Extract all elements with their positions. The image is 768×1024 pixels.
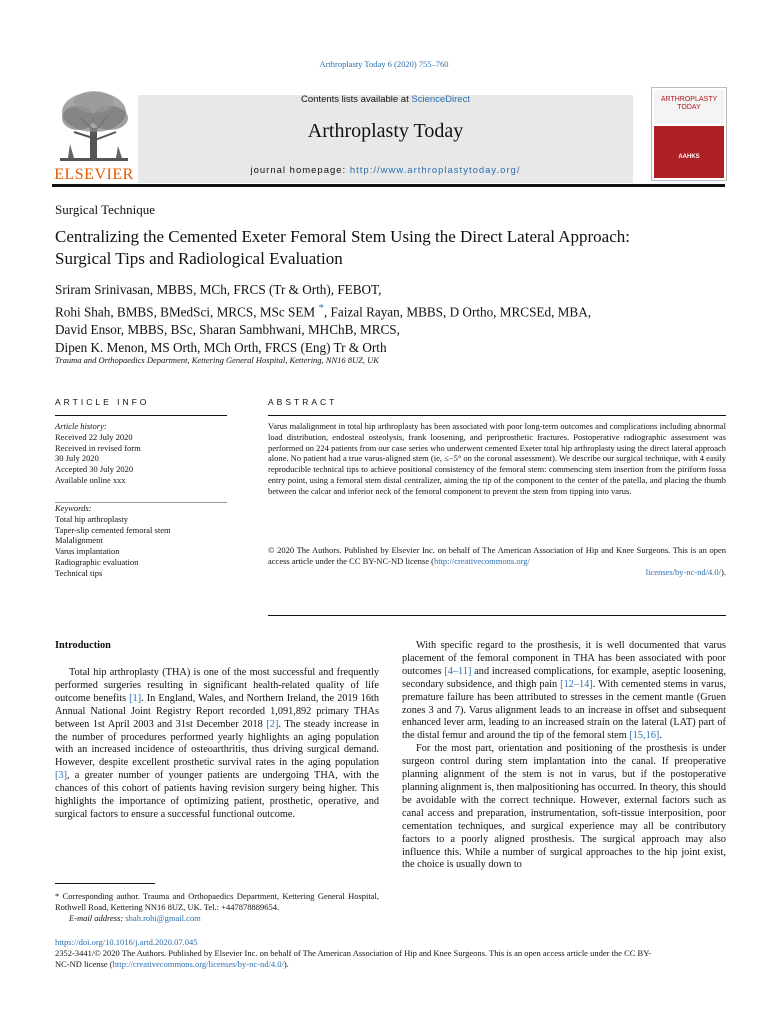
author-line-2 xyxy=(55,299,695,321)
citation-link[interactable]: [2] xyxy=(266,718,279,730)
journal-cover-thumbnail[interactable] xyxy=(651,87,727,181)
intro-paragraph-2 xyxy=(402,640,726,743)
history-label: Article history: xyxy=(55,421,107,431)
affiliation: Trauma and Orthopaedics Department, Kettering General Hospital, Kettering, NN16 8UZ, UK xyxy=(55,355,379,365)
elsevier-tree-icon xyxy=(52,88,136,166)
body-text: and increased complications, for example, aseptic loosening, secondary subsidence, and thigh pain xyxy=(402,665,726,690)
license-link[interactable]: http://creativecommons.org/ xyxy=(433,555,530,566)
article-info-rule xyxy=(55,415,227,416)
footnote-rule xyxy=(55,883,155,884)
corresponding-author-footnote xyxy=(55,891,379,923)
history-item: Accepted 30 July 2020 xyxy=(55,464,134,475)
article-history xyxy=(55,421,227,486)
keyword-item: Malalignment xyxy=(55,535,103,546)
license-line-end xyxy=(268,567,726,578)
citation-link[interactable]: [1] xyxy=(129,692,142,704)
journal-title: Arthroplasty Today xyxy=(307,120,464,142)
cover-title-line1: ARTHROPLASTY xyxy=(660,96,718,103)
article-info-heading: ARTICLE INFO xyxy=(55,397,150,407)
abstract-bottom-rule xyxy=(268,615,726,616)
keyword-item: Radiographic evaluation xyxy=(55,556,139,567)
keyword-item: Taper-slip cemented femoral stem xyxy=(55,524,171,535)
paper-title: Centralizing the Cemented Exeter Femoral Stem Using the Direct Lateral Approach: Surgical Tips and Radiological Evaluation xyxy=(55,227,630,268)
citation-link[interactable]: [3] xyxy=(55,770,68,782)
abstract-heading: ABSTRACT xyxy=(268,397,338,407)
citation-link[interactable]: [4–11] xyxy=(444,665,472,677)
history-item: 30 July 2020 xyxy=(55,453,99,464)
doi-link[interactable]: https://doi.org/10.1016/j.artd.2020.07.045 xyxy=(55,937,198,947)
body-text: With specific regard to the prosthesis, it is well documented that varus placement of the femoral component in THA has been associated with poor outcomes xyxy=(402,640,726,677)
copyright-text: © 2020 The Authors. Published by Elsevier Inc. on behalf of The American Association of Hip and Knee Surgeons. This is an open access article under the CC BY-NC-ND license ( xyxy=(268,545,726,566)
history-item: Available online xxx xyxy=(55,474,126,485)
author-line-4: Dipen K. Menon, MS Orth, MCh Orth, FRCS (Eng) Tr & Orth xyxy=(55,340,387,356)
license-suffix: ). xyxy=(283,958,289,969)
introduction-heading: Introduction xyxy=(55,640,111,651)
body-text: , a greater number of younger patients are undergoing THA, with the chances of this cohort of patients having revision surgery being higher. This highlights the importance of optimizing patient, prosthetic, operative, and surgical factors to ensure a successful functional outcome. xyxy=(55,770,379,820)
author-line-1: Sriram Srinivasan, MBBS, MCh, FRCS (Tr & Orth), FEBOT, xyxy=(55,282,382,297)
intro-right-column xyxy=(402,640,726,872)
abstract-rule xyxy=(268,415,726,416)
abstract-text: Varus malalignment in total hip arthroplasty has been associated with poor long-term outcomes and complications including abnormal load distribution, endosteal osteolysis, frank loosening, and periprosthetic fractures. Postoperative radiographic assessment was performed on 224 patients from our case series who underwent cemented Exeter total hip arthroplasty using the direct lateral approach alone. No patient had a true varus-aligned stem (ie, ≤−5° on the coronal assessment). We describe our surgical technique, with 4 easily reproducible technical tips to achieve positional consistency of the femoral stem: commencing stem insertion from the piriform fossa entry point, using a femoral stem distal centralizer, aiming the tip of the component to the center of the patella, and placing the thumb between the calcar and inferior neck of the femoral component to prevent the stem from tipping into varus. xyxy=(268,421,726,496)
journal-reference[interactable]: Arthroplasty Today 6 (2020) 755–760 xyxy=(319,59,449,69)
cover-title-line2: TODAY xyxy=(677,104,701,111)
email-label: E-mail address: xyxy=(69,912,126,923)
license-line xyxy=(55,959,727,970)
intro-paragraph-1 xyxy=(55,667,379,822)
keyword-item: Total hip arthroplasty xyxy=(55,513,129,524)
author-rohi-shah: Rohi Shah, BMBS, BMedSci, MRCS, MSc SEM xyxy=(55,304,316,320)
citation-link[interactable]: [12–14] xyxy=(560,678,593,690)
license-close: ). xyxy=(721,566,726,577)
footnote-text: * Corresponding author. Trauma and Orthopaedics Department, Kettering General Hospital, Rothwell Road, Kettering NN16 8UZ, UK. Tel.: +447878889654. xyxy=(55,891,379,912)
bottom-license-link[interactable]: http://creativecommons.org/licenses/by-nc-nd/4.0/ xyxy=(112,958,284,969)
intro-left-column xyxy=(55,667,379,822)
contents-line xyxy=(138,94,633,105)
body-text: . xyxy=(659,730,662,742)
journal-homepage xyxy=(138,165,633,176)
body-text: Total hip arthroplasty (THA) is one of the most successful and frequently performed surgeries resulting in significant health-related quality of life outcome benefits xyxy=(55,667,379,704)
author-list xyxy=(55,281,695,357)
corresponding-author-marker[interactable]: * xyxy=(318,302,324,314)
sciencedirect-link[interactable]: ScienceDirect xyxy=(411,94,470,105)
body-text: . The steady increase in the number of procedures performed yearly highlights an aging population with an increased incidence of osteoarthritis, thus driving surgical demand. However, despite excellent prosthetic survival rates in the aging population xyxy=(55,718,380,769)
footnote-email-line xyxy=(55,913,379,924)
author-line-2-rest: , Faizal Rayan, MBBS, D Ortho, MRCSEd, MBA, xyxy=(323,304,592,320)
citation-link[interactable]: [15,16] xyxy=(629,730,660,742)
author-line-3: David Ensor, MBBS, BSc, Sharan Sambhwani, MHChB, MRCS, xyxy=(55,322,400,338)
cover-image xyxy=(654,126,724,178)
abstract-copyright xyxy=(268,545,726,577)
elsevier-logo[interactable] xyxy=(52,88,136,184)
contents-prefix: Contents lists available at xyxy=(301,94,412,105)
article-type: Surgical Technique xyxy=(55,202,156,217)
aahks-badge: AAHKS xyxy=(678,154,700,160)
license-link-cont[interactable]: licenses/by-nc-nd/4.0/ xyxy=(645,566,722,577)
homepage-prefix: journal homepage: xyxy=(250,165,350,176)
keyword-item: Varus implantation xyxy=(55,546,120,557)
license-prefix: NC-ND license ( xyxy=(55,958,113,969)
masthead-rule xyxy=(52,184,725,187)
homepage-link[interactable]: http://www.arthroplastytoday.org/ xyxy=(349,165,521,176)
keywords xyxy=(55,503,227,579)
body-text: . In England, Wales, and Northern Ireland, the 2019 16th Annual National Joint Registry Report recorded 1,091,892 primary THAs between 1st April 2003 and 31st December 2018 xyxy=(55,692,380,730)
elsevier-wordmark: ELSEVIER xyxy=(54,166,134,183)
keywords-label: Keywords: xyxy=(55,503,92,513)
issn-line: 2352-3441/© 2020 The Authors. Published by Elsevier Inc. on behalf of The American Association of Hip and Knee Surgeons. This is an open access article under the CC BY- xyxy=(55,947,652,958)
intro-paragraph-3: For the most part, orientation and positioning of the prosthesis is under surgeon control during stem implantation into the canal. If preoperative planning alignment of the stem is not in varus, but if the postoperative planning alignment is, then malpositioning has occurred. In theory, this should be avoidable with the correct technique. However, external factors such as canal access and preparation, instrumentation, soft-tissue interposition, poor cementation techniques, and surgical experience may all be contributory factors to a poorly aligned prosthesis. The surgical approach may also influence this. While a number of surgical approaches to the hip joint exist, the choice is usually down to xyxy=(402,743,726,871)
body-text: . With cemented stems in varus, premature failure has been attributed to stresses in the cement mantle (Gruen zones 3 and 7). Varus alignment leads to an increase in offset and subsequent enhanced lever arm, leading to an increased strain on the lateral (LAT) part of the distal femur and around the tip of the femoral stem xyxy=(402,678,726,742)
history-item: Received in revised form xyxy=(55,442,141,453)
page-bottom-matter xyxy=(55,937,727,969)
history-item: Received 22 July 2020 xyxy=(55,431,133,442)
cover-title xyxy=(654,96,724,112)
keyword-item: Technical tips xyxy=(55,567,103,578)
email-link[interactable]: shah.rohi@gmail.com xyxy=(125,912,201,923)
